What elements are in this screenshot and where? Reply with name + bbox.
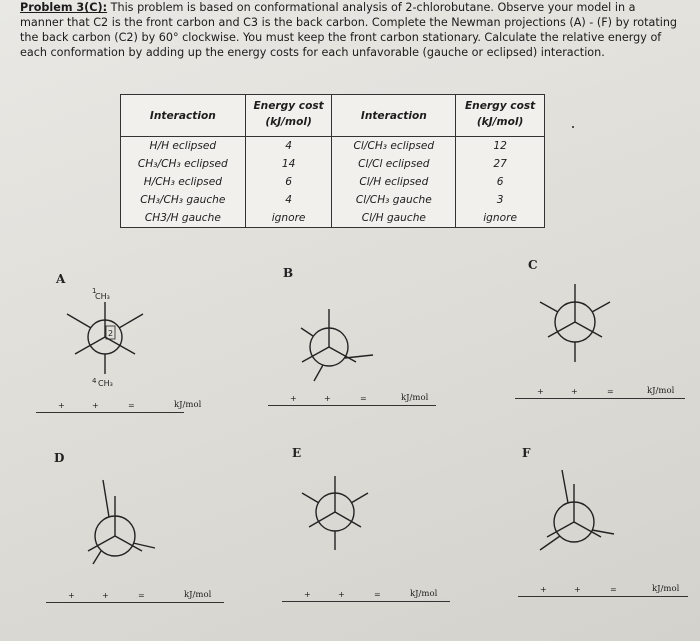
plus-sign: + — [304, 590, 311, 599]
projection-a-bottom-substituent: CH₃ — [98, 379, 113, 388]
label-projection-d: D — [54, 451, 65, 465]
energy-sum-line-a — [36, 397, 202, 413]
table-cell: Cl/CH₃ eclipsed — [332, 137, 456, 156]
plus-sign: + — [338, 590, 345, 599]
table-cell: 4 — [245, 137, 332, 156]
label-projection-b: B — [283, 266, 294, 280]
table-row — [121, 209, 545, 228]
newman-projection-c — [530, 278, 620, 368]
energy-unit: kJ/mol — [401, 393, 429, 403]
equals-sign: = — [138, 591, 145, 600]
energy-unit: kJ/mol — [652, 584, 680, 594]
table-cell: CH₃/CH₃ gauche — [121, 191, 246, 209]
equals-sign: = — [360, 394, 367, 403]
newman-projection-d — [75, 476, 165, 571]
newman-projection-a — [55, 282, 165, 394]
projection-a-carbon-1-number: 1 — [92, 287, 97, 295]
projection-a-carbon-2-number: 2 — [108, 329, 114, 338]
energy-sum-line-e — [282, 586, 450, 602]
plus-sign: + — [68, 591, 75, 600]
plus-sign: + — [58, 401, 65, 410]
table-cell: 3 — [456, 191, 545, 209]
energy-sum-line-b — [268, 390, 436, 406]
table-cell: CH3/H gauche — [121, 209, 246, 228]
plus-sign: + — [574, 585, 581, 594]
energy-unit: kJ/mol — [647, 386, 675, 396]
problem-statement — [20, 0, 680, 60]
projection-a-top-substituent: CH₃ — [95, 292, 110, 301]
projection-a-carbon-4-number: 4 — [92, 377, 97, 385]
equals-sign: = — [128, 401, 135, 410]
table-cell: Cl/H eclipsed — [332, 173, 456, 191]
stray-dot — [572, 126, 574, 128]
table-cell: Cl/Cl eclipsed — [332, 155, 456, 173]
newman-projection-f — [532, 468, 622, 558]
header-interaction-1: Interaction — [121, 95, 246, 137]
energy-unit: kJ/mol — [410, 589, 438, 599]
energy-unit: kJ/mol — [184, 590, 212, 600]
plus-sign: + — [540, 585, 547, 594]
plus-sign: + — [102, 591, 109, 600]
table-cell: Cl/CH₃ gauche — [332, 191, 456, 209]
equals-sign: = — [610, 585, 617, 594]
table-cell: H/CH₃ eclipsed — [121, 173, 246, 191]
table-cell: ignore — [245, 209, 332, 228]
newman-projection-e — [290, 470, 380, 555]
plus-sign: + — [324, 394, 331, 403]
energy-sum-line-f — [518, 581, 688, 597]
energy-sum-line-d — [46, 587, 224, 603]
table-cell: 6 — [456, 173, 545, 191]
table-cell: 6 — [245, 173, 332, 191]
label-projection-a: A — [56, 272, 66, 286]
problem-label: Problem 3(C): — [20, 1, 108, 14]
header-interaction-2: Interaction — [332, 95, 456, 137]
energy-unit: kJ/mol — [174, 400, 202, 410]
problem-text: This problem is based on conformational analysis of 2-chlorobutane. Observe your model in a manner that C2 is the front carbon and C3 is the back carbon. Complete the Newman projections (A) - (F) by rotating the back carbon (C2) by 60° clockwise. You must keep the front carbon stationary. Calculate the relative energy of each conformation by adding up the energy costs for each unfavorable (gauche or eclipsed) interaction. — [20, 1, 678, 59]
table-cell: H/H eclipsed — [121, 137, 246, 156]
table-row — [121, 191, 545, 209]
label-projection-e: E — [292, 446, 302, 460]
table-cell: CH₃/CH₃ eclipsed — [121, 155, 246, 173]
table-row — [121, 155, 545, 173]
energy-cost-table — [120, 94, 545, 228]
plus-sign: + — [571, 387, 578, 396]
table-cell: Cl/H gauche — [332, 209, 456, 228]
header-energy-cost-2: Energy cost (kJ/mol) — [456, 95, 545, 137]
label-projection-f: F — [522, 446, 531, 460]
table-row — [121, 137, 545, 156]
newman-projection-b — [285, 295, 385, 385]
table-row — [121, 173, 545, 191]
label-projection-c: C — [528, 258, 538, 272]
table-cell: 12 — [456, 137, 545, 156]
plus-sign: + — [537, 387, 544, 396]
table-cell: ignore — [456, 209, 545, 228]
energy-sum-line-c — [515, 383, 685, 399]
table-cell: 14 — [245, 155, 332, 173]
table-cell: 27 — [456, 155, 545, 173]
equals-sign: = — [607, 387, 614, 396]
table-cell: 4 — [245, 191, 332, 209]
plus-sign: + — [290, 394, 297, 403]
equals-sign: = — [374, 590, 381, 599]
plus-sign: + — [92, 401, 99, 410]
header-energy-cost-1: Energy cost (kJ/mol) — [245, 95, 332, 137]
